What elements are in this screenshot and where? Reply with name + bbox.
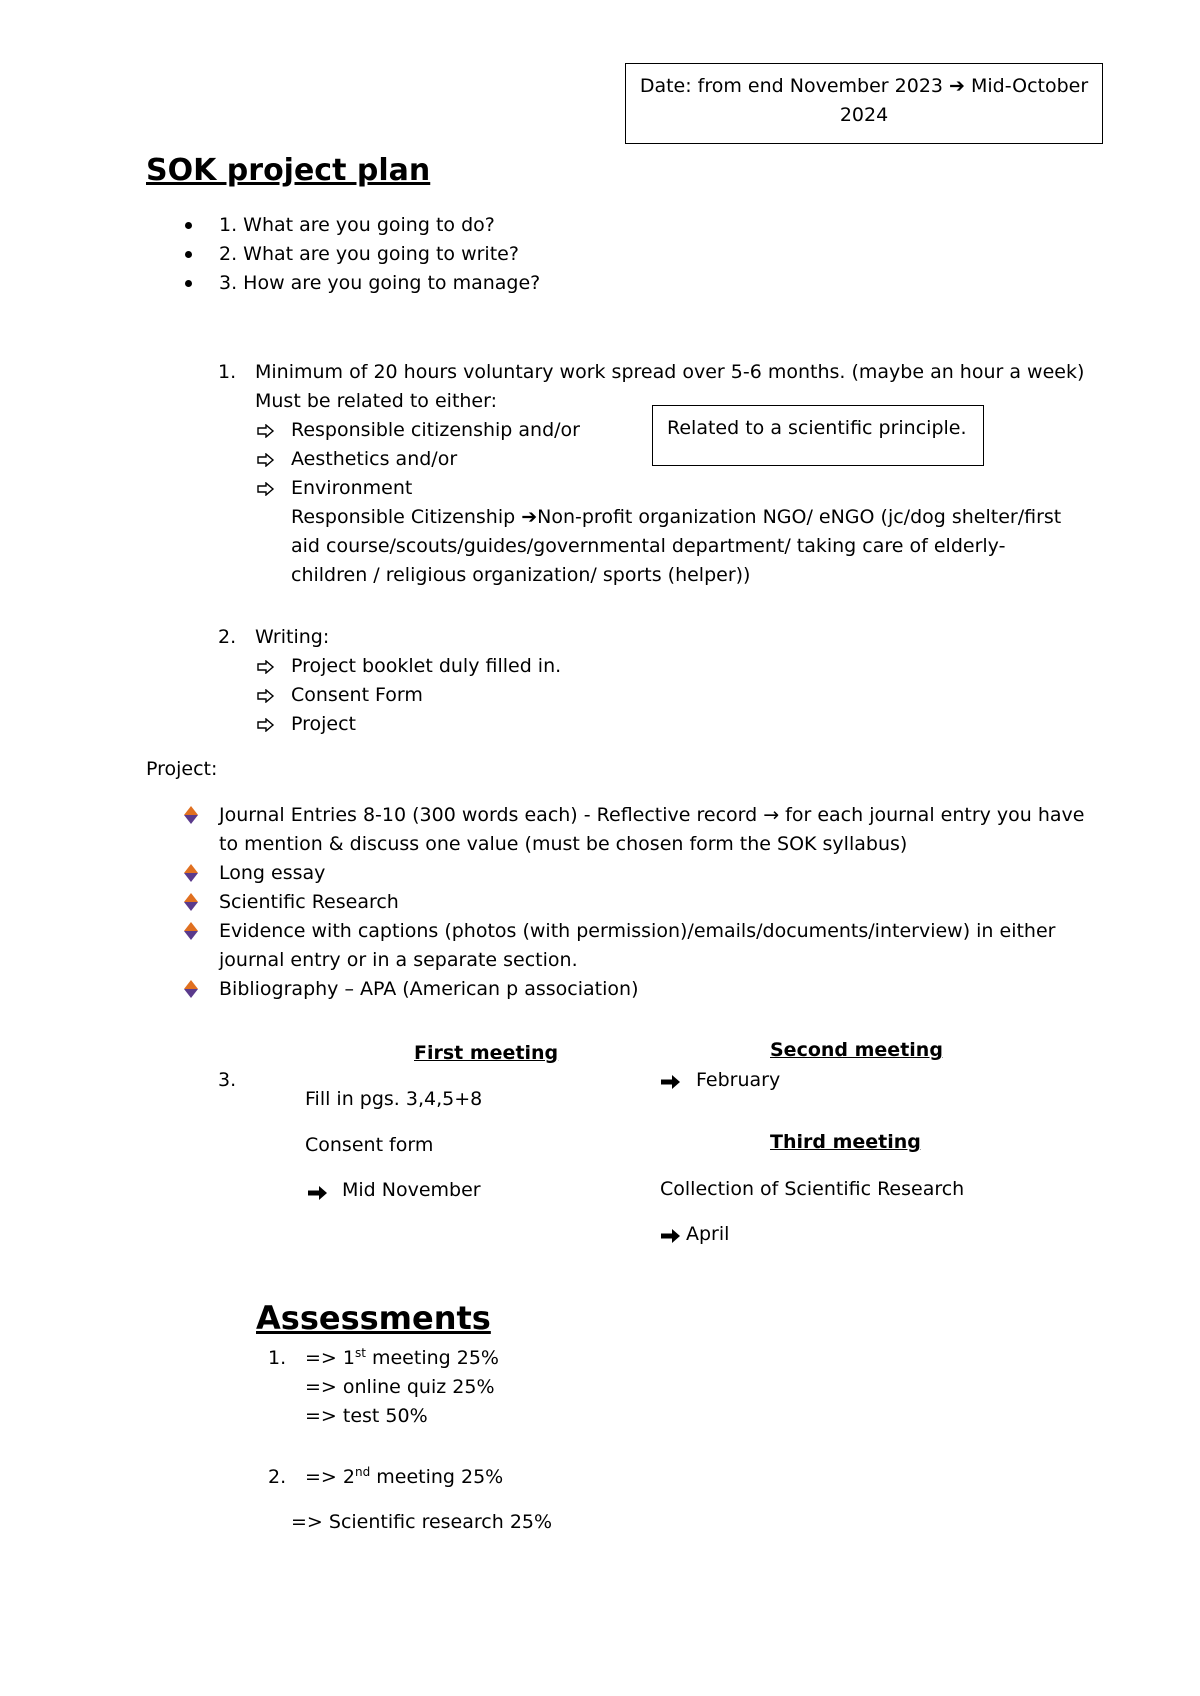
bullet-icon <box>185 280 192 287</box>
section-1-number: 1. <box>218 361 237 383</box>
writing-item-project: Project <box>291 713 357 735</box>
second-meeting-heading: Second meeting <box>770 1039 943 1061</box>
hollow-arrow-icon <box>257 660 275 674</box>
first-meeting-date: Mid November <box>342 1179 481 1201</box>
diamond-bullet-icon <box>183 806 199 824</box>
hollow-arrow-icon <box>257 689 275 703</box>
option-environment: Environment <box>291 477 413 499</box>
writing-item-consent: Consent Form <box>291 684 423 706</box>
diamond-bullet-icon <box>183 893 199 911</box>
diamond-bullet-icon <box>183 922 199 940</box>
option-citizenship: Responsible citizenship and/or <box>291 419 580 441</box>
date-line-2: 2024 <box>839 104 889 126</box>
project-item-bibliography: Bibliography – APA (American p association) <box>219 978 639 1000</box>
bullet-icon <box>185 251 192 258</box>
third-meeting-heading: Third meeting <box>770 1131 921 1153</box>
assessment-1-line-2: => online quiz 25% <box>305 1376 495 1398</box>
section-1-line-1: Minimum of 20 hours voluntary work spread over 5-6 months. (maybe an hour a week) <box>255 361 1085 383</box>
page-title: SOK project plan <box>146 153 431 188</box>
arrow-right-icon <box>308 1185 328 1201</box>
third-meeting-collection: Collection of Scientific Research <box>660 1178 965 1200</box>
assessment-1-suffix: meeting 25% <box>365 1347 499 1369</box>
section-1-line-2: Must be related to either: <box>255 390 497 412</box>
assessment-1-number: 1. <box>268 1347 287 1369</box>
assessment-1-sup: st <box>354 1346 366 1360</box>
second-meeting-date: February <box>696 1069 781 1091</box>
question-2: 2. What are you going to write? <box>219 243 519 265</box>
assessment-2-number: 2. <box>268 1466 287 1488</box>
citizenship-line-1: Responsible Citizenship ➔Non-profit organization NGO/ eNGO (jc/dog shelter/first <box>291 506 1062 528</box>
section-2-number: 2. <box>218 626 237 648</box>
project-item-journal-2: to mention & discuss one value (must be chosen form the SOK syllabus) <box>219 833 908 855</box>
assessment-2-line-2: => Scientific research 25% <box>291 1511 553 1533</box>
option-aesthetics: Aesthetics and/or <box>291 448 458 470</box>
hollow-arrow-icon <box>257 718 275 732</box>
citizenship-line-3: children / religious organization/ sports (helper)) <box>291 564 751 586</box>
first-meeting-heading: First meeting <box>414 1042 559 1064</box>
project-item-essay: Long essay <box>219 862 326 884</box>
assessments-heading: Assessments <box>256 1299 491 1337</box>
assessment-1-line-1 <box>305 1344 499 1373</box>
project-item-research: Scientific Research <box>219 891 399 913</box>
question-3: 3. How are you going to manage? <box>219 272 541 294</box>
assessment-1-prefix: => 1 <box>305 1347 355 1369</box>
citizenship-line-2: aid course/scouts/guides/governmental department/ taking care of elderly- <box>291 535 1006 557</box>
section-3-number: 3. <box>218 1069 237 1091</box>
arrow-right-icon <box>661 1228 681 1244</box>
question-1: 1. What are you going to do? <box>219 214 495 236</box>
bullet-icon <box>185 222 192 229</box>
assessment-2-sup: nd <box>354 1465 371 1479</box>
diamond-bullet-icon <box>183 864 199 882</box>
hollow-arrow-icon <box>257 453 275 467</box>
date-line-1: Date: from end November 2023 ➔ Mid-October <box>639 75 1089 97</box>
arrow-right-icon <box>661 1074 681 1090</box>
writing-item-booklet: Project booklet duly filled in. <box>291 655 562 677</box>
hollow-arrow-icon <box>257 482 275 496</box>
third-meeting-date: April <box>686 1223 730 1245</box>
section-2-heading: Writing: <box>255 626 330 648</box>
assessment-2-line-1 <box>305 1463 503 1492</box>
project-item-journal-1: Journal Entries 8-10 (300 words each) - Reflective record → for each journal entry you have <box>219 804 1085 826</box>
assessment-2-suffix: meeting 25% <box>370 1466 504 1488</box>
project-heading: Project: <box>146 758 218 780</box>
project-item-evidence-1: Evidence with captions (photos (with permission)/emails/documents/interview) in either <box>219 920 1056 942</box>
assessment-2-prefix: => 2 <box>305 1466 355 1488</box>
diamond-bullet-icon <box>183 980 199 998</box>
project-item-evidence-2: journal entry or in a separate section. <box>219 949 578 971</box>
hollow-arrow-icon <box>257 424 275 438</box>
assessment-1-line-3: => test 50% <box>305 1405 428 1427</box>
first-meeting-consent: Consent form <box>305 1134 434 1156</box>
scientific-principle-note: Related to a scientific principle. <box>667 417 967 439</box>
first-meeting-pages: Fill in pgs. 3,4,5+8 <box>305 1088 483 1110</box>
